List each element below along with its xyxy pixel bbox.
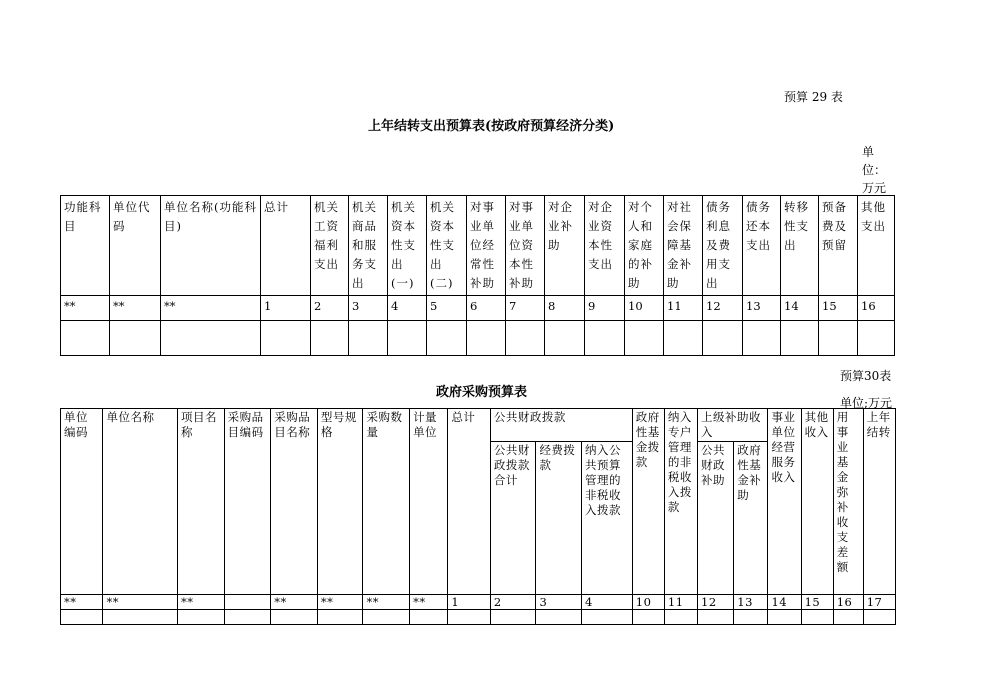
government-procurement-table bbox=[60, 408, 896, 625]
header-cell: 对企业资本性支出 bbox=[585, 196, 625, 296]
code-row bbox=[61, 296, 895, 321]
code-cell: 11 bbox=[664, 296, 703, 321]
header-cell: 单位名称(功能科目) bbox=[161, 196, 261, 296]
code-cell: 11 bbox=[664, 595, 697, 610]
code-cell: 1 bbox=[448, 595, 490, 610]
code-cell: 8 bbox=[545, 296, 585, 321]
header-gov-fund: 政府性基金拨款 bbox=[632, 409, 664, 595]
header-non-tax-public: 纳入公共预算管理的非税收入拨款 bbox=[582, 442, 633, 595]
header-purchase-qty: 采购数量 bbox=[363, 409, 410, 595]
code-cell: ** bbox=[103, 595, 178, 610]
header-superior-subsidy: 上级补助收入 bbox=[698, 409, 768, 442]
code-cell: ** bbox=[161, 296, 261, 321]
header-cell: 机关商品和服务支出 bbox=[349, 196, 388, 296]
header-gov-fund-subsidy: 政府性基金补助 bbox=[734, 442, 768, 595]
header-unit-code: 单位编码 bbox=[61, 409, 103, 595]
code-cell: ** bbox=[178, 595, 225, 610]
code-cell: 13 bbox=[734, 595, 768, 610]
header-cell: 其他支出 bbox=[858, 196, 895, 296]
table2-unit: 单位;万元 bbox=[840, 396, 893, 410]
code-cell: 12 bbox=[703, 296, 743, 321]
header-cell: 对事业单位资本性补助 bbox=[506, 196, 545, 296]
code-cell: 7 bbox=[506, 296, 545, 321]
header-business-income: 事业单位经营服务收入 bbox=[768, 409, 801, 595]
code-cell: 16 bbox=[833, 595, 863, 610]
code-cell bbox=[224, 595, 271, 610]
code-cell: 17 bbox=[863, 595, 895, 610]
empty-data-row bbox=[61, 610, 896, 625]
code-cell: 10 bbox=[625, 296, 664, 321]
header-measure-unit: 计量单位 bbox=[410, 409, 448, 595]
header-prior-carryover: 上年结转 bbox=[863, 409, 895, 595]
code-cell: 15 bbox=[801, 595, 833, 610]
table1-unit-line2: 位： bbox=[862, 163, 887, 177]
header-row bbox=[61, 196, 895, 296]
header-cell: 机关资本性支出(二) bbox=[427, 196, 467, 296]
header-model-spec: 型号规格 bbox=[317, 409, 363, 595]
header-public-finance-subsidy: 公共财政补助 bbox=[698, 442, 734, 595]
header-fund-gap: 用事业基金弥补收支差额 bbox=[833, 409, 863, 595]
table1-unit-line3: 万元 bbox=[862, 181, 887, 195]
code-cell: 16 bbox=[858, 296, 895, 321]
code-cell: ** bbox=[110, 296, 161, 321]
header-public-finance: 公共财政拨款 bbox=[490, 409, 632, 442]
header-purchase-name: 采购品目名称 bbox=[271, 409, 318, 595]
header-cell: 单位代码 bbox=[110, 196, 161, 296]
header-cell: 功能科目 bbox=[61, 196, 110, 296]
code-cell: 2 bbox=[490, 595, 536, 610]
code-cell: 3 bbox=[536, 595, 582, 610]
table2-title: 政府采购预算表 bbox=[436, 385, 528, 400]
header-cell: 债务还本支出 bbox=[743, 196, 781, 296]
code-cell: 5 bbox=[427, 296, 467, 321]
code-cell: 1 bbox=[261, 296, 311, 321]
code-cell: ** bbox=[410, 595, 448, 610]
header-cell: 对社会保障基金补助 bbox=[664, 196, 703, 296]
code-cell: 3 bbox=[349, 296, 388, 321]
code-cell: ** bbox=[317, 595, 363, 610]
header-other-income: 其他收入 bbox=[801, 409, 833, 595]
code-cell: 13 bbox=[743, 296, 781, 321]
code-cell: ** bbox=[61, 595, 103, 610]
code-cell: 4 bbox=[582, 595, 633, 610]
table1-number-label: 预算 29 表 bbox=[784, 90, 843, 104]
header-fee-appropriation: 经费拨款 bbox=[536, 442, 582, 595]
economic-classification-table bbox=[60, 195, 895, 356]
header-cell: 转移性支出 bbox=[781, 196, 819, 296]
header-special-non-tax: 纳入专户管理的非税收入拨款 bbox=[664, 409, 697, 595]
code-cell: ** bbox=[363, 595, 410, 610]
header-row-1 bbox=[61, 409, 896, 442]
header-purchase-code: 采购品目编码 bbox=[224, 409, 271, 595]
code-cell: 15 bbox=[819, 296, 858, 321]
header-public-finance-total: 公共财政拨款合计 bbox=[490, 442, 536, 595]
header-unit-name: 单位名称 bbox=[103, 409, 178, 595]
code-row bbox=[61, 595, 896, 610]
header-cell: 对个人和家庭的补助 bbox=[625, 196, 664, 296]
header-cell: 机关工资福利支出 bbox=[311, 196, 349, 296]
code-cell: ** bbox=[61, 296, 110, 321]
code-cell: 12 bbox=[698, 595, 734, 610]
header-total: 总计 bbox=[448, 409, 490, 595]
code-cell: 2 bbox=[311, 296, 349, 321]
header-cell: 预备费及预留 bbox=[819, 196, 858, 296]
table2-number-label: 预算30表 bbox=[840, 369, 892, 383]
code-cell: 6 bbox=[467, 296, 506, 321]
header-cell: 对事业单位经常性补助 bbox=[467, 196, 506, 296]
code-cell: 14 bbox=[781, 296, 819, 321]
code-cell: 14 bbox=[768, 595, 801, 610]
table1-title: 上年结转支出预算表(按政府预算经济分类) bbox=[368, 119, 615, 134]
header-item-name: 项目名称 bbox=[178, 409, 225, 595]
header-cell: 债务利息及费用支出 bbox=[703, 196, 743, 296]
code-cell: 10 bbox=[632, 595, 664, 610]
code-cell: 4 bbox=[388, 296, 427, 321]
code-cell: 9 bbox=[585, 296, 625, 321]
empty-data-row bbox=[61, 321, 895, 356]
header-cell: 机关资本性支出(一) bbox=[388, 196, 427, 296]
header-cell: 总计 bbox=[261, 196, 311, 296]
table1-unit-line1: 单 bbox=[862, 145, 875, 159]
code-cell: ** bbox=[271, 595, 318, 610]
header-cell: 对企业补助 bbox=[545, 196, 585, 296]
